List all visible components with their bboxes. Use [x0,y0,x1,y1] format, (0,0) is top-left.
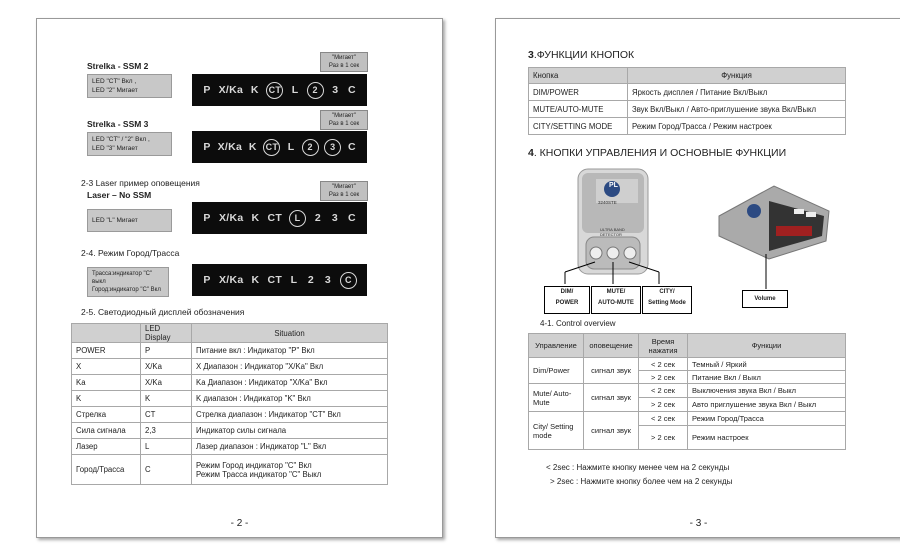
col-header: оповещение [584,334,639,358]
col-header: Кнопка [529,68,628,84]
laser-heading: 2-3 Laser пример оповещения [81,178,200,188]
detector-side-image [714,181,834,261]
cell-line1: Режим Город индикатор "C" Вкл [196,460,312,470]
table-row [72,439,388,455]
ssm2-display [192,74,367,106]
ssm2-desc [87,74,172,98]
col-header: Функция [628,68,846,84]
col-header: Функции [688,334,846,358]
cell: Лазер диапазон : Индикатор "L" Вкл [192,439,388,455]
led-ct: CT [267,212,283,224]
cell: < 2 сек [639,384,688,398]
table-row [72,391,388,407]
led-xka: X/Ka [218,84,244,96]
laser-callout [320,181,368,201]
ssm2-desc-line1: LED "CT" Вкл , [92,78,137,85]
cell: K [72,391,141,407]
laser-desc [87,209,172,232]
cell: MUTE/AUTO-MUTE [529,101,628,118]
label-line: MUTE/ [606,289,626,295]
led-k: K [251,212,260,224]
led-ct: CT [267,274,283,286]
led-p: P [203,212,211,224]
table-row [529,101,846,118]
ssm2-desc-line2: LED "2" Мигает [92,87,138,94]
cell: X/Ka [141,375,192,391]
section4-title-text: . КНОПКИ УПРАВЛЕНИЯ И ОСНОВНЫЕ ФУНКЦИИ [533,147,787,159]
page-number: - 3 - [689,518,708,529]
cell: K диапазон : Индикатор "K" Вкл [192,391,388,407]
cell: Стрелка диапазон : Индикатор "CT" Вкл [192,407,388,423]
led-k: K [251,274,260,286]
cell: C [141,455,192,485]
table-row [72,375,388,391]
led-c: C [347,212,356,224]
led-ct: CT [263,139,280,156]
led-p: P [203,274,211,286]
callout-line2: Раз в 1 сек [328,192,360,198]
ssm3-desc-line1: LED "CT" / "2" Вкл , [92,136,150,143]
cell: > 2 сек [639,371,688,384]
callout-line1: "Мигает" [332,55,356,61]
table-row [72,407,388,423]
col-header: LED Display [141,324,192,343]
city-desc [87,267,169,297]
section4-number: 4 [528,147,534,159]
led-c: C [347,141,356,153]
cell: X [72,359,141,375]
led-3: 3 [324,274,332,286]
label-line: AUTO-MUTE [598,300,634,306]
led-l: L [289,210,306,227]
col-header: Время нажатия [639,334,688,358]
table-row [72,343,388,359]
led-table [71,323,388,485]
led-c: C [340,272,357,289]
cell: K [141,391,192,407]
led-l: L [287,141,295,153]
laser-display [192,202,367,234]
led-xka: X/Ka [217,141,243,153]
cell: Mute/ Auto-Mute [529,384,584,412]
label-line: CITY/ [659,289,675,295]
dim-power-label [544,286,590,314]
page-number: - 2 - [230,518,249,529]
cell: CT [141,407,192,423]
ssm3-callout [320,110,368,130]
ssm3-title: Strelka - SSM 3 [87,119,149,129]
cell: POWER [72,343,141,359]
city-display [192,264,367,296]
ssm3-desc-line2: LED "3" Мигает [92,145,138,152]
section3-title-text: .ФУНКЦИИ КНОПОК [533,49,635,61]
cell: DIM/POWER [529,84,628,101]
led-k: K [248,141,257,153]
cell: CITY/SETTING MODE [529,118,628,135]
led-2: 2 [302,139,319,156]
col-header [72,324,141,343]
cell: Лазер [72,439,141,455]
ssm2-callout [320,52,368,72]
led-k: K [250,84,259,96]
label-line: POWER [555,300,579,306]
note-less: < 2sec : Нажмите кнопку менее чем на 2 секунды [546,463,730,472]
cell-line2: Режим Трасса индикатор "C" Выкл [196,469,322,479]
cell: Яркость дисплея / Питание Вкл/Выкл [628,84,846,101]
cell: Режим настроек [688,426,846,450]
label-line: DIM/ [560,289,574,295]
city-desc-line2: Город:индикатор "C" Вкл [92,287,161,293]
laser-title: Laser – No SSM [87,190,152,200]
led-xka: X/Ka [218,274,244,286]
cell: < 2 сек [639,412,688,426]
cell: Темный / Яркий [688,358,846,371]
section4-title [528,147,786,159]
led-3: 3 [331,212,339,224]
callout-line2: Раз в 1 сек [328,121,360,127]
device-sub2: DETECTOR [600,232,622,237]
left-page [36,18,443,538]
ssm2-title: Strelka - SSM 2 [87,61,149,71]
table-row [529,84,846,101]
cell: Режим Город/Трасса / Режим настроек [628,118,846,135]
led-xka: X/Ka [218,212,244,224]
cell: Питание Вкл / Выкл [688,371,846,384]
city-label [642,286,692,314]
cell: Ka [72,375,141,391]
led-2: 2 [307,274,315,286]
cell: Индикатор силы сигнала [192,423,388,439]
cell: L [141,439,192,455]
note-more: > 2sec : Нажмите кнопку более чем на 2 секунды [550,477,733,486]
cell: сигнал звук [584,412,639,450]
ssm3-display [192,131,367,163]
table-row [529,118,846,135]
col-header: Управление [529,334,584,358]
cell: City/ Setting mode [529,412,584,450]
ssm3-desc [87,132,172,156]
cell [192,455,388,485]
city-desc-line1: Трасса:индикатор "C" выкл [92,271,153,285]
buttons-table [528,67,846,135]
city-heading: 2-4. Режим Город/Трасса [81,248,180,258]
cell: Питание вкл : Индикатор "P" Вкл [192,343,388,359]
cell: сигнал звук [584,358,639,384]
table-row [529,412,846,426]
table-row [72,359,388,375]
section3-title [528,49,634,61]
label-line: Setting Mode [648,300,686,306]
overview-heading: 4-1. Control overview [540,319,616,328]
cell: P [141,343,192,359]
led-l: L [290,274,298,286]
laser-desc-line1: LED "L" Мигает [92,217,138,224]
cell: X Диапазон : Индикатор "X/Ka" Вкл [192,359,388,375]
cell: 2,3 [141,423,192,439]
cell: Стрелка [72,407,141,423]
cell: сигнал звук [584,384,639,412]
table-row [72,423,388,439]
led-table-heading: 2-5. Светодиодный дисплей обозначения [81,307,245,317]
led-c: C [347,84,356,96]
cell: < 2 сек [639,358,688,371]
section3-number: 3 [528,49,534,61]
volume-label: Volume [742,290,788,308]
cell: Сила сигнала [72,423,141,439]
table-row [529,358,846,371]
led-3: 3 [324,139,341,156]
cell: > 2 сек [639,398,688,412]
led-p: P [203,141,211,153]
device-logo: PL [609,182,618,189]
callout-line2: Раз в 1 сек [328,63,360,69]
led-2: 2 [314,212,322,224]
callout-line1: "Мигает" [332,113,356,119]
led-ct: CT [266,82,283,99]
device-model: 3240STE [598,200,617,205]
led-p: P [203,84,211,96]
cell: Авто приглушение звука Вкл / Выкл [688,398,846,412]
callout-line1: "Мигает" [332,184,356,190]
led-2: 2 [307,82,324,99]
cell: Выключения звука Вкл / Выкл [688,384,846,398]
control-table [528,333,846,450]
mute-label [591,286,641,314]
cell: X/Ka [141,359,192,375]
device-sub1: ULTRA BAND [600,227,625,232]
table-row [72,455,388,485]
cell: > 2 сек [639,426,688,450]
cell: Dim/Power [529,358,584,384]
led-l: L [291,84,299,96]
cell: Звук Вкл/Выкл / Авто-приглушение звука Вкл/Выкл [628,101,846,118]
cell: Ka Диапазон : Индикатор "X/Ka" Вкл [192,375,388,391]
col-header: Situation [192,324,388,343]
cell: Режим Город/Трасса [688,412,846,426]
led-3: 3 [332,84,339,96]
cell: Город/Трасса [72,455,141,485]
right-page [495,18,900,538]
table-row [529,384,846,398]
